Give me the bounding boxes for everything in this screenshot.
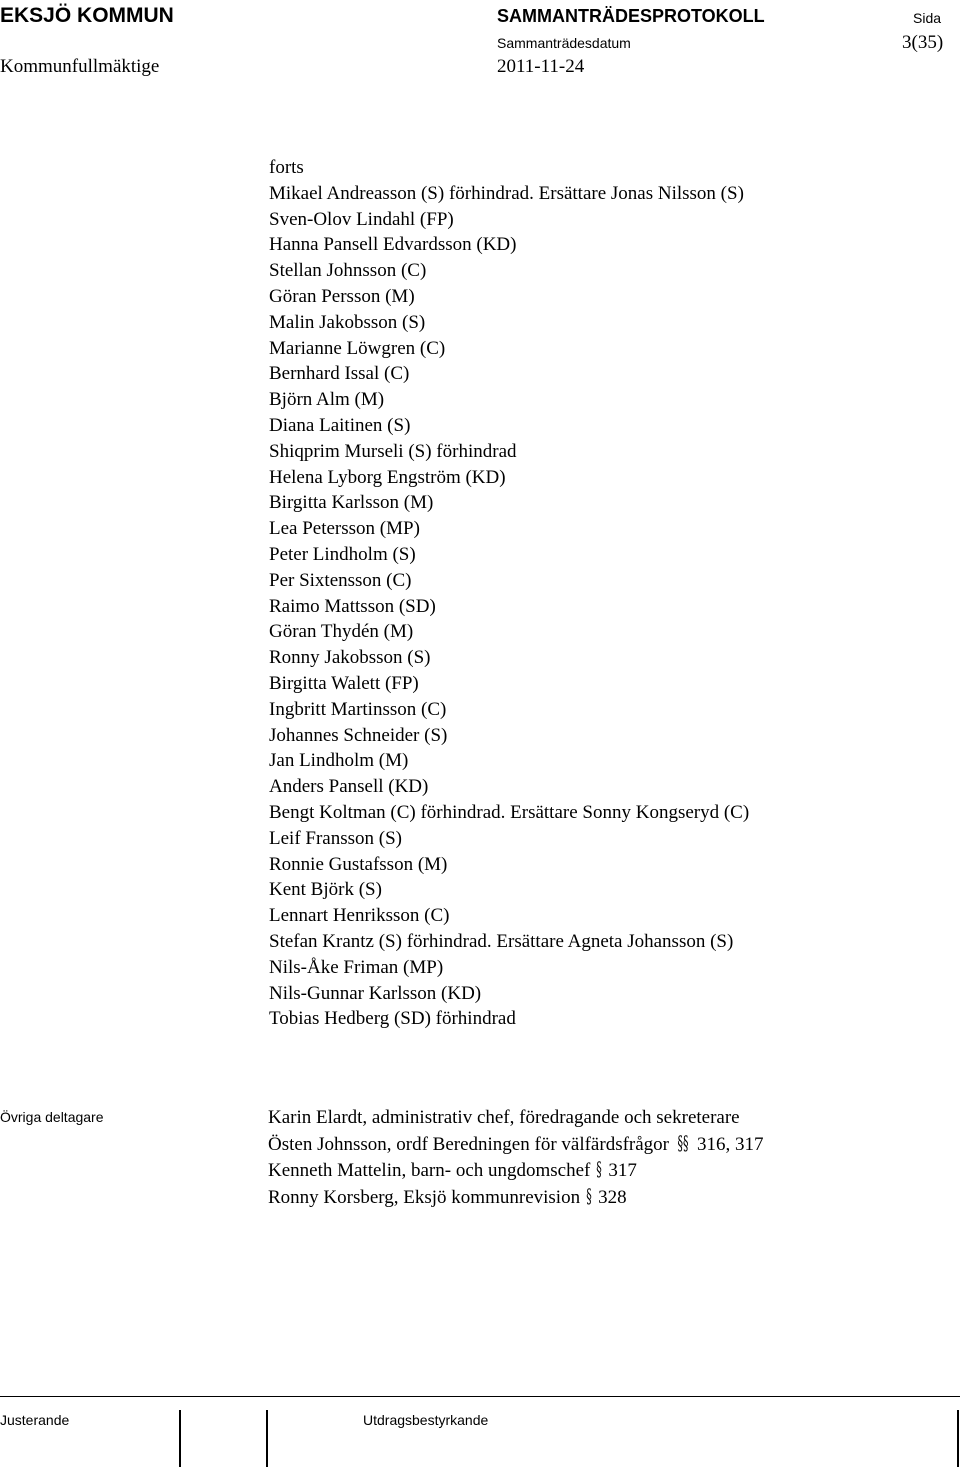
member-entry: Lennart Henriksson (C) [269, 905, 450, 927]
member-entry: Göran Thydén (M) [269, 621, 414, 643]
participant-text: Ronny Korsberg, Eksjö kommunrevision [268, 1187, 581, 1209]
member-entry: Raimo Mattsson (SD) [269, 595, 436, 617]
member-entry: Ingbritt Martinsson (C) [269, 698, 447, 720]
member-entry: Per Sixtensson (C) [269, 569, 412, 591]
member-entry: Shiqprim Murseli (S) förhindrad [269, 440, 517, 462]
justerande-label: Justerande [0, 1412, 70, 1428]
member-entry: Malin Jakobsson (S) [269, 311, 426, 333]
other-participants-list [268, 1105, 764, 1211]
continued-label: forts [269, 157, 304, 178]
section-sign: §§ [677, 1130, 689, 1155]
member-entry: Lea Petersson (MP) [269, 518, 420, 540]
member-entry: Hanna Pansell Edvardsson (KD) [269, 234, 517, 256]
participant-entry [268, 1105, 764, 1131]
signature-box-divider [266, 1410, 268, 1467]
member-entry: Jan Lindholm (M) [269, 750, 409, 772]
member-entry: Kent Björk (S) [269, 879, 382, 901]
member-entry: Nils-Gunnar Karlsson (KD) [269, 982, 482, 1004]
participant-text: Karin Elardt, administrativ chef, föredragande och sekreterare [268, 1107, 740, 1128]
section-numbers: 317 [608, 1160, 637, 1182]
date-label: Sammanträdesdatum [497, 35, 631, 51]
meeting-date: 2011-11-24 [497, 56, 585, 77]
footer-divider [0, 1396, 960, 1397]
section-sign: § [596, 1157, 603, 1182]
section-numbers: 328 [598, 1187, 627, 1209]
other-participants-label: Övriga deltagare [0, 1109, 104, 1125]
page-number: 3(35) [902, 32, 944, 53]
member-entry: Peter Lindholm (S) [269, 543, 416, 565]
member-entry: Birgitta Karlsson (M) [269, 492, 434, 514]
member-entry: Ronny Jakobsson (S) [269, 647, 431, 669]
member-entry: Bernhard Issal (C) [269, 363, 410, 385]
participant-text: Östen Johnsson, ordf Beredningen för välfärdsfrågor [268, 1133, 670, 1155]
section-numbers: 316, 317 [697, 1133, 764, 1155]
member-entry: Birgitta Walett (FP) [269, 672, 419, 694]
signature-box-divider [957, 1410, 959, 1467]
member-entry: Göran Persson (M) [269, 285, 415, 307]
section-sign: § [586, 1184, 592, 1209]
member-entry: Björn Alm (M) [269, 389, 385, 411]
document-type: SAMMANTRÄDESPROTOKOLL [497, 6, 765, 26]
member-entry: Mikael Andreasson (S) förhindrad. Ersättare Jonas Nilsson (S) [269, 182, 744, 204]
member-entry: Stefan Krantz (S) förhindrad. Ersättare Agneta Johansson (S) [269, 930, 734, 952]
participant-entry [268, 1131, 764, 1158]
participant-entry [268, 1157, 764, 1184]
member-entry: Helena Lyborg Engström (KD) [269, 466, 506, 488]
member-entry: Sven-Olov Lindahl (FP) [269, 208, 454, 230]
member-entry: Stellan Johnsson (C) [269, 260, 427, 282]
member-entry: Marianne Löwgren (C) [269, 337, 446, 359]
member-entry: Nils-Åke Friman (MP) [269, 956, 444, 978]
member-entry: Johannes Schneider (S) [269, 724, 448, 746]
organization-name: EKSJÖ KOMMUN [0, 4, 174, 27]
participant-entry [268, 1184, 764, 1211]
member-entry: Leif Fransson (S) [269, 827, 402, 849]
signature-box-divider [179, 1410, 181, 1467]
utdragsbestyrkande-label: Utdragsbestyrkande [363, 1412, 489, 1428]
participant-text: Kenneth Mattelin, barn- och ungdomschef [268, 1160, 591, 1182]
member-entry: Ronnie Gustafsson (M) [269, 853, 448, 875]
member-entry: Anders Pansell (KD) [269, 776, 429, 798]
committee-name: Kommunfullmäktige [0, 56, 160, 77]
page-label: Sida [913, 10, 942, 26]
member-entry: Diana Laitinen (S) [269, 414, 411, 436]
member-entry: Tobias Hedberg (SD) förhindrad [269, 1008, 516, 1030]
members-list [269, 155, 949, 1032]
member-entry: Bengt Koltman (C) förhindrad. Ersättare Sonny Kongseryd (C) [269, 801, 750, 823]
